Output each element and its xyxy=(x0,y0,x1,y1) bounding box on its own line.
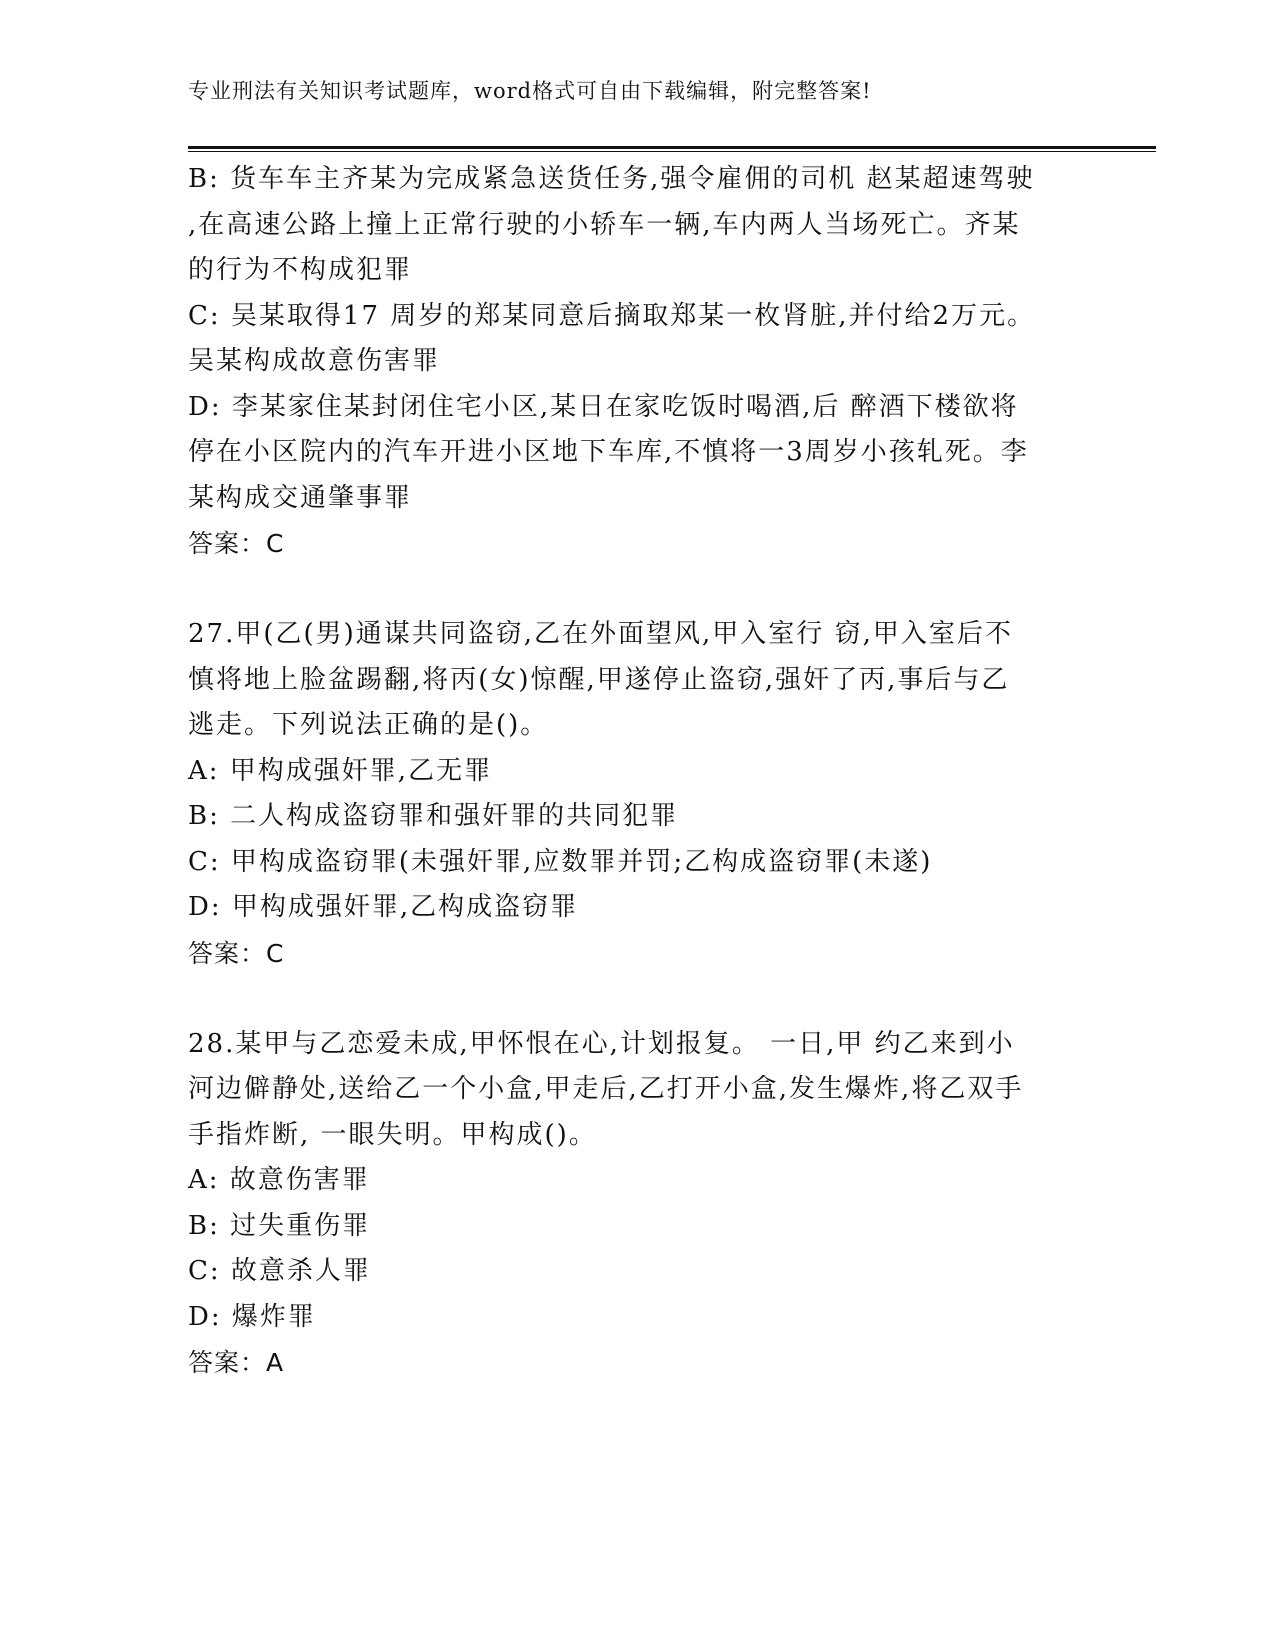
option-a: A: 甲构成强奸罪,乙无罪 xyxy=(188,755,493,786)
option-b-line: 的行为不构成犯罪 xyxy=(188,255,413,285)
option-b-line: B: 货车车主齐某为完成紧急送货任务,强令雇佣的司机 赵某超速驾驶 xyxy=(188,164,1035,194)
option-c: C: 甲构成盗窃罪(未强奸罪,应数罪并罚;乙构成盗窃罪(未遂) xyxy=(188,846,933,877)
option-d: D: 甲构成强奸罪,乙构成盗窃罪 xyxy=(188,892,579,922)
document-body xyxy=(188,157,1088,1386)
option-d: D: 爆炸罪 xyxy=(188,1301,316,1332)
question-28 xyxy=(188,1022,1088,1386)
question-stem-line: 河边僻静处,送给乙一个小盒,甲走后,乙打开小盒,发生爆炸,将乙双手 xyxy=(188,1074,1024,1104)
question-26-continuation xyxy=(188,157,1088,567)
answer-label: 答案：A xyxy=(188,1348,285,1377)
option-c: C: 故意杀人罪 xyxy=(188,1256,371,1286)
page-header: 专业刑法有关知识考试题库，word格式可自由下载编辑，附完整答案! xyxy=(188,79,872,103)
question-stem-line: 逃走。下列说法正确的是()。 xyxy=(188,710,549,740)
option-d-line: 某构成交通肇事罪 xyxy=(188,482,413,513)
option-b: B: 过失重伤罪 xyxy=(188,1210,371,1241)
option-a: A: 故意伤害罪 xyxy=(188,1165,370,1195)
option-d-line: 停在小区院内的汽车开进小区地下车库,不慎将一3周岁小孩轧死。李 xyxy=(188,437,1029,467)
answer-label: 答案：C xyxy=(188,938,285,968)
question-stem-line: 慎将地上脸盆踢翻,将丙(女)惊醒,甲遂停止盗窃,强奸了丙,事后与乙 xyxy=(188,664,1010,695)
option-b: B: 二人构成盗窃罪和强奸罪的共同犯罪 xyxy=(188,801,679,831)
option-c-line: 吴某构成故意伤害罪 xyxy=(188,346,441,376)
answer-label: 答案：C xyxy=(188,529,285,558)
question-27 xyxy=(188,612,1088,976)
spacer xyxy=(188,567,1088,613)
header-divider xyxy=(188,146,1156,152)
option-d-line: D: 李某家住某封闭住宅小区,某日在家吃饭时喝酒,后 醉酒下楼欲将 xyxy=(188,391,1019,422)
option-c-line: C: 吴某取得17 周岁的郑某同意后摘取郑某一枚肾脏,并付给2万元。 xyxy=(188,300,1036,331)
option-b-line: ,在高速公路上撞上正常行驶的小轿车一辆,车内两人当场死亡。齐某 xyxy=(188,209,1021,240)
spacer xyxy=(188,976,1088,1022)
question-stem-line: 手指炸断, 一眼失明。甲构成()。 xyxy=(188,1119,597,1150)
question-stem-line: 28.某甲与乙恋爱未成,甲怀恨在心,计划报复。 一日,甲 约乙来到小 xyxy=(188,1028,1015,1059)
question-stem-line: 27.甲(乙(男)通谋共同盗窃,乙在外面望风,甲入室行 窃,甲入室后不 xyxy=(188,619,1013,649)
